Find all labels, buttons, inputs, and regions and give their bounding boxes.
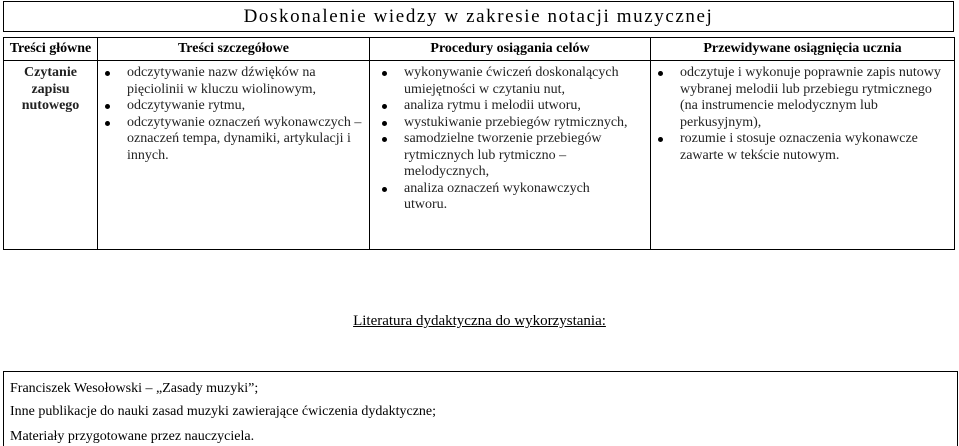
procedures-cell xyxy=(370,61,651,250)
literature-box xyxy=(3,371,958,446)
document-title: Doskonalenie wiedzy w zakresie notacji muzycznej xyxy=(243,6,714,27)
document-title-box xyxy=(3,1,954,32)
literature-item: Inne publikacje do nauki zasad muzyki zawierające ćwiczenia dydaktyczne; xyxy=(10,404,437,419)
main-content-text: Czytanie zapisu nutowego xyxy=(21,65,80,113)
literature-item: Materiały przygotowane przez nauczyciela. xyxy=(10,429,255,444)
literature-title: Literatura dydaktyczna do wykorzystania: xyxy=(353,313,606,329)
main-content-cell xyxy=(4,61,98,250)
header-outcomes: Przewidywane osiągnięcia ucznia xyxy=(651,38,955,61)
list-item: wykonywanie ćwiczeń doskonalących umiejętności w czytaniu nut, xyxy=(404,65,634,98)
list-item: rozumie i stosuje oznaczenia wykonawcze zawarte w tekście nutowym. xyxy=(680,131,950,164)
curriculum-table xyxy=(3,37,955,250)
bullet-icon xyxy=(382,71,387,76)
bullet-icon xyxy=(382,187,387,192)
list-item: samodzielne tworzenie przebiegów rytmicznych lub rytmiczno – melodycznych, xyxy=(404,131,634,181)
list-item: odczytywanie nazw dźwięków na pięciolinii w kluczu wiolinowym, xyxy=(127,65,365,98)
list-item: analiza rytmu i melodii utworu, xyxy=(404,98,634,115)
list-item: odczytuje i wykonuje poprawnie zapis nutowy wybranej melodii lub przebiegu rytmicznego (na instrumencie melodycznym lub perkusyjnym), xyxy=(680,65,950,131)
list-item: odczytywanie oznaczeń wykonawczych – oznaczeń tempa, dynamiki, artykulacji i innych. xyxy=(127,115,365,165)
bullet-icon xyxy=(658,137,663,142)
literature-item: Franciszek Wesołowski – „Zasady muzyki”; xyxy=(10,381,259,396)
list-item: odczytywanie rytmu, xyxy=(127,98,365,115)
list-item: wystukiwanie przebiegów rytmicznych, xyxy=(404,115,634,132)
bullet-icon xyxy=(658,71,663,76)
bullet-icon xyxy=(105,104,110,109)
bullet-icon xyxy=(382,137,387,142)
header-main-content: Treści główne xyxy=(4,38,98,61)
header-procedures: Procedury osiągania celów xyxy=(370,38,651,61)
details-list xyxy=(102,65,365,164)
bullet-icon xyxy=(105,71,110,76)
header-details: Treści szczegółowe xyxy=(98,38,370,61)
outcomes-cell xyxy=(651,61,955,250)
list-item: analiza oznaczeń wykonawczych utworu. xyxy=(404,181,634,214)
details-cell xyxy=(98,61,370,250)
bullet-icon xyxy=(382,104,387,109)
table-row xyxy=(4,61,955,250)
table-header-row xyxy=(4,38,955,61)
bullet-icon xyxy=(382,121,387,126)
bullet-icon xyxy=(105,121,110,126)
outcomes-list xyxy=(655,65,950,164)
procedures-list xyxy=(374,65,646,214)
